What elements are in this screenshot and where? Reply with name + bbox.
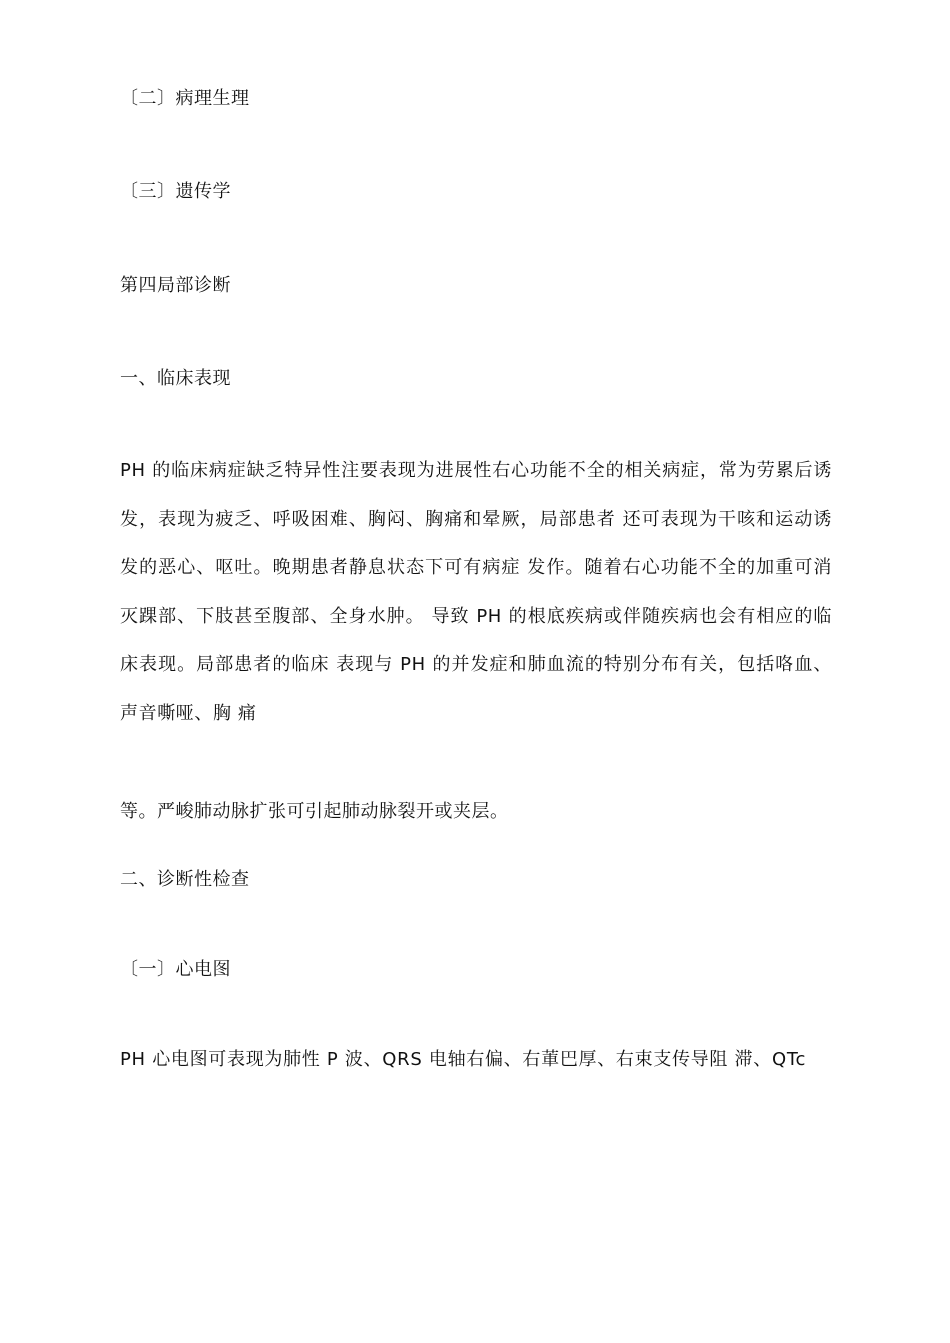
section-heading-ecg: 〔一〕心电图 <box>120 959 231 980</box>
section-heading-pathophysiology: 〔二〕病理生理 <box>120 88 250 109</box>
section-heading-genetics: 〔三〕遗传学 <box>120 181 231 202</box>
paragraph-continuation: 等。严峻肺动脉扩张可引起肺动脉裂开或夹层。 <box>120 801 509 822</box>
paragraph-ecg: PH 心电图可表现为肺性 P 波、QRS 电轴右偏、右莗巴厚、右束支传导阻 滞、QTc <box>120 1049 807 1070</box>
section-heading-clinical: 一、临床表现 <box>120 368 231 389</box>
section-heading-diagnostic-exam: 二、诊断性检查 <box>120 869 250 890</box>
chapter-heading-diagnosis: 第四局部诊断 <box>120 275 231 296</box>
paragraph-clinical: PH 的临床病症缺乏特异性注要表现为进展性右心功能不全的相关病症，常为劳累后诱发，表现为疲乏、呼吸困难、胸闷、胸痛和晕厥，局部患者 还可表现为干咳和运动诱发的恶心、呕吐。晚期患者静息状态下可有病症 发作。随着右心功能不全的加重可消灭踝部、下肢甚至腹部、全身水肿。 导致 PH 的根底疾病或伴随疾病也会有相应的临床表现。局部患者的临床 表现与 PH 的并发症和肺血流的特别分布有关，包括咯血、声音嘶哑、胸 痛 <box>120 460 832 724</box>
